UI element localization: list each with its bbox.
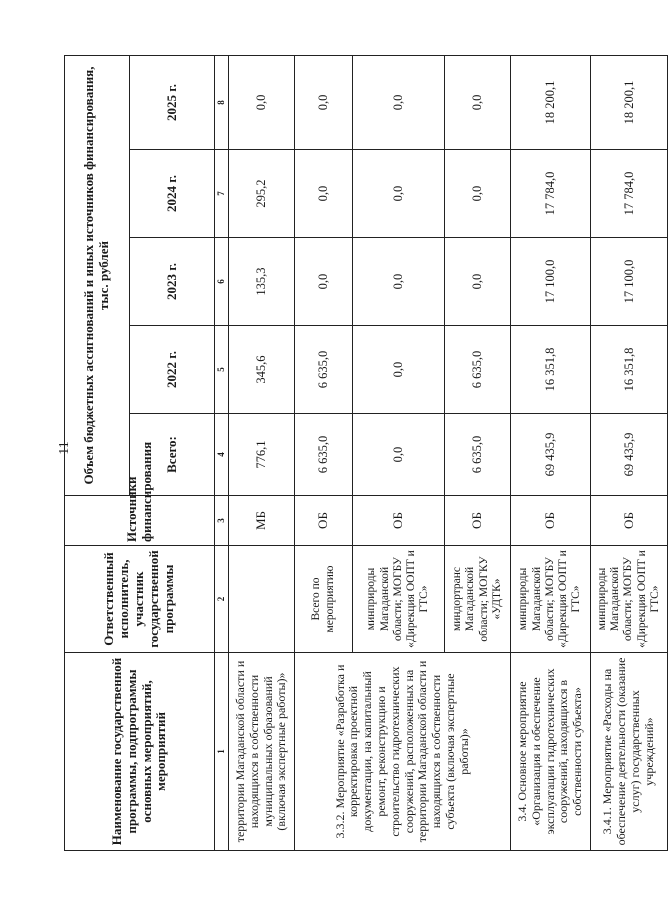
row-total-cell: 69 435,9	[511, 414, 591, 496]
row-2023-cell: 0,0	[445, 238, 511, 326]
column-index-cell: 5	[215, 326, 229, 414]
row-responsible-cell: минприроды Магаданской области; МОГБУ «Дирекция ООПТ и ГТС»	[511, 546, 591, 653]
row-2025-cell: 0,0	[229, 55, 295, 149]
rotated-table-frame	[64, 56, 661, 851]
row-total-cell: 6 635,0	[445, 414, 511, 496]
row-2022-cell: 16 351,8	[511, 326, 591, 414]
header-2025: 2025 г.	[130, 55, 215, 149]
row-2023-cell: 0,0	[295, 238, 353, 326]
row-source-cell: ОБ	[445, 496, 511, 546]
column-index-cell: 3	[215, 496, 229, 546]
table-row	[229, 55, 295, 850]
row-source-cell: ОБ	[295, 496, 353, 546]
row-2025-cell: 0,0	[353, 55, 445, 149]
row-source-cell: ОБ	[511, 496, 591, 546]
row-2024-cell: 0,0	[445, 150, 511, 238]
row-2025-cell: 18 200,1	[591, 55, 668, 149]
row-2022-cell: 6 635,0	[445, 326, 511, 414]
row-2023-cell: 0,0	[353, 238, 445, 326]
row-responsible-cell: минприроды Магаданской области; МОГБУ «Дирекция ООПТ и ГТС»	[591, 546, 668, 653]
row-2022-cell: 0,0	[353, 326, 445, 414]
row-2023-cell: 135,3	[229, 238, 295, 326]
header-2024: 2024 г.	[130, 150, 215, 238]
row-2022-cell: 16 351,8	[591, 326, 668, 414]
row-responsible-cell: минприроды Магаданской области; МОГБУ «Дирекция ООПТ и ГТС»	[353, 546, 445, 653]
column-index-cell: 7	[215, 150, 229, 238]
row-2022-cell: 345,6	[229, 326, 295, 414]
page-number: 11	[57, 441, 72, 455]
table-row	[591, 55, 668, 850]
row-2022-cell: 6 635,0	[295, 326, 353, 414]
header-row-1	[65, 55, 130, 850]
row-2023-cell: 17 100,0	[511, 238, 591, 326]
header-responsible: Ответственный исполнитель, участник государственной программы	[65, 546, 215, 653]
row-responsible-cell: Всего по мероприятию	[295, 546, 353, 653]
table-row	[511, 55, 591, 850]
row-name-cell: 3.3.2. Мероприятие «Разработка и корректировка проектной документации, на капитальный ремонт, реконструкцию и строительство гидротехнических сооружений, расположенных на территории Магаданской области и находящихся в собственности субъекта (включая экспертные работы)»	[295, 653, 511, 851]
column-index-cell: 4	[215, 414, 229, 496]
header-source: Источники финансирования	[65, 496, 215, 546]
row-total-cell: 776,1	[229, 414, 295, 496]
column-index-cell: 2	[215, 546, 229, 653]
row-total-cell: 6 635,0	[295, 414, 353, 496]
row-source-cell: МБ	[229, 496, 295, 546]
header-2023: 2023 г.	[130, 238, 215, 326]
column-index-cell: 6	[215, 238, 229, 326]
header-total: Всего:	[130, 414, 215, 496]
header-2022: 2022 г.	[130, 326, 215, 414]
row-2024-cell: 0,0	[353, 150, 445, 238]
row-2023-cell: 17 100,0	[591, 238, 668, 326]
header-name: Наименование государственной программы, подпрограммы основных мероприятий, мероприятий	[65, 653, 215, 851]
row-2024-cell: 295,2	[229, 150, 295, 238]
row-2024-cell: 17 784,0	[591, 150, 668, 238]
row-2025-cell: 0,0	[445, 55, 511, 149]
row-source-cell: ОБ	[591, 496, 668, 546]
row-2025-cell: 0,0	[295, 55, 353, 149]
row-responsible-cell: миндортранс Магаданской области; МОГКУ «УДТК»	[445, 546, 511, 653]
row-name-cell: 3.4.1. Мероприятие «Расходы на обеспечение деятельности (оказание услуг) государственных учреждений»	[591, 653, 668, 851]
row-2024-cell: 17 784,0	[511, 150, 591, 238]
row-total-cell: 0,0	[353, 414, 445, 496]
row-responsible-cell	[229, 546, 295, 653]
row-name-cell: территории Магаданской области и находящихся в собственности муниципальных образований (включая экспертные работы)»	[229, 653, 295, 851]
row-2024-cell: 0,0	[295, 150, 353, 238]
budget-table	[64, 55, 668, 851]
row-total-cell: 69 435,9	[591, 414, 668, 496]
column-index-row	[215, 55, 229, 850]
row-2025-cell: 18 200,1	[511, 55, 591, 149]
table-row	[295, 55, 353, 850]
column-index-cell: 1	[215, 653, 229, 851]
row-source-cell: ОБ	[353, 496, 445, 546]
row-name-cell: 3.4. Основное мероприятие «Организация и обеспечение эксплуатации гидротехнических сооружений, находящихся в собственности субъекта»	[511, 653, 591, 851]
header-volume: Объем бюджетных ассигнований и иных источников финансирования, тыс. рублей	[65, 55, 130, 495]
column-index-cell: 8	[215, 55, 229, 149]
